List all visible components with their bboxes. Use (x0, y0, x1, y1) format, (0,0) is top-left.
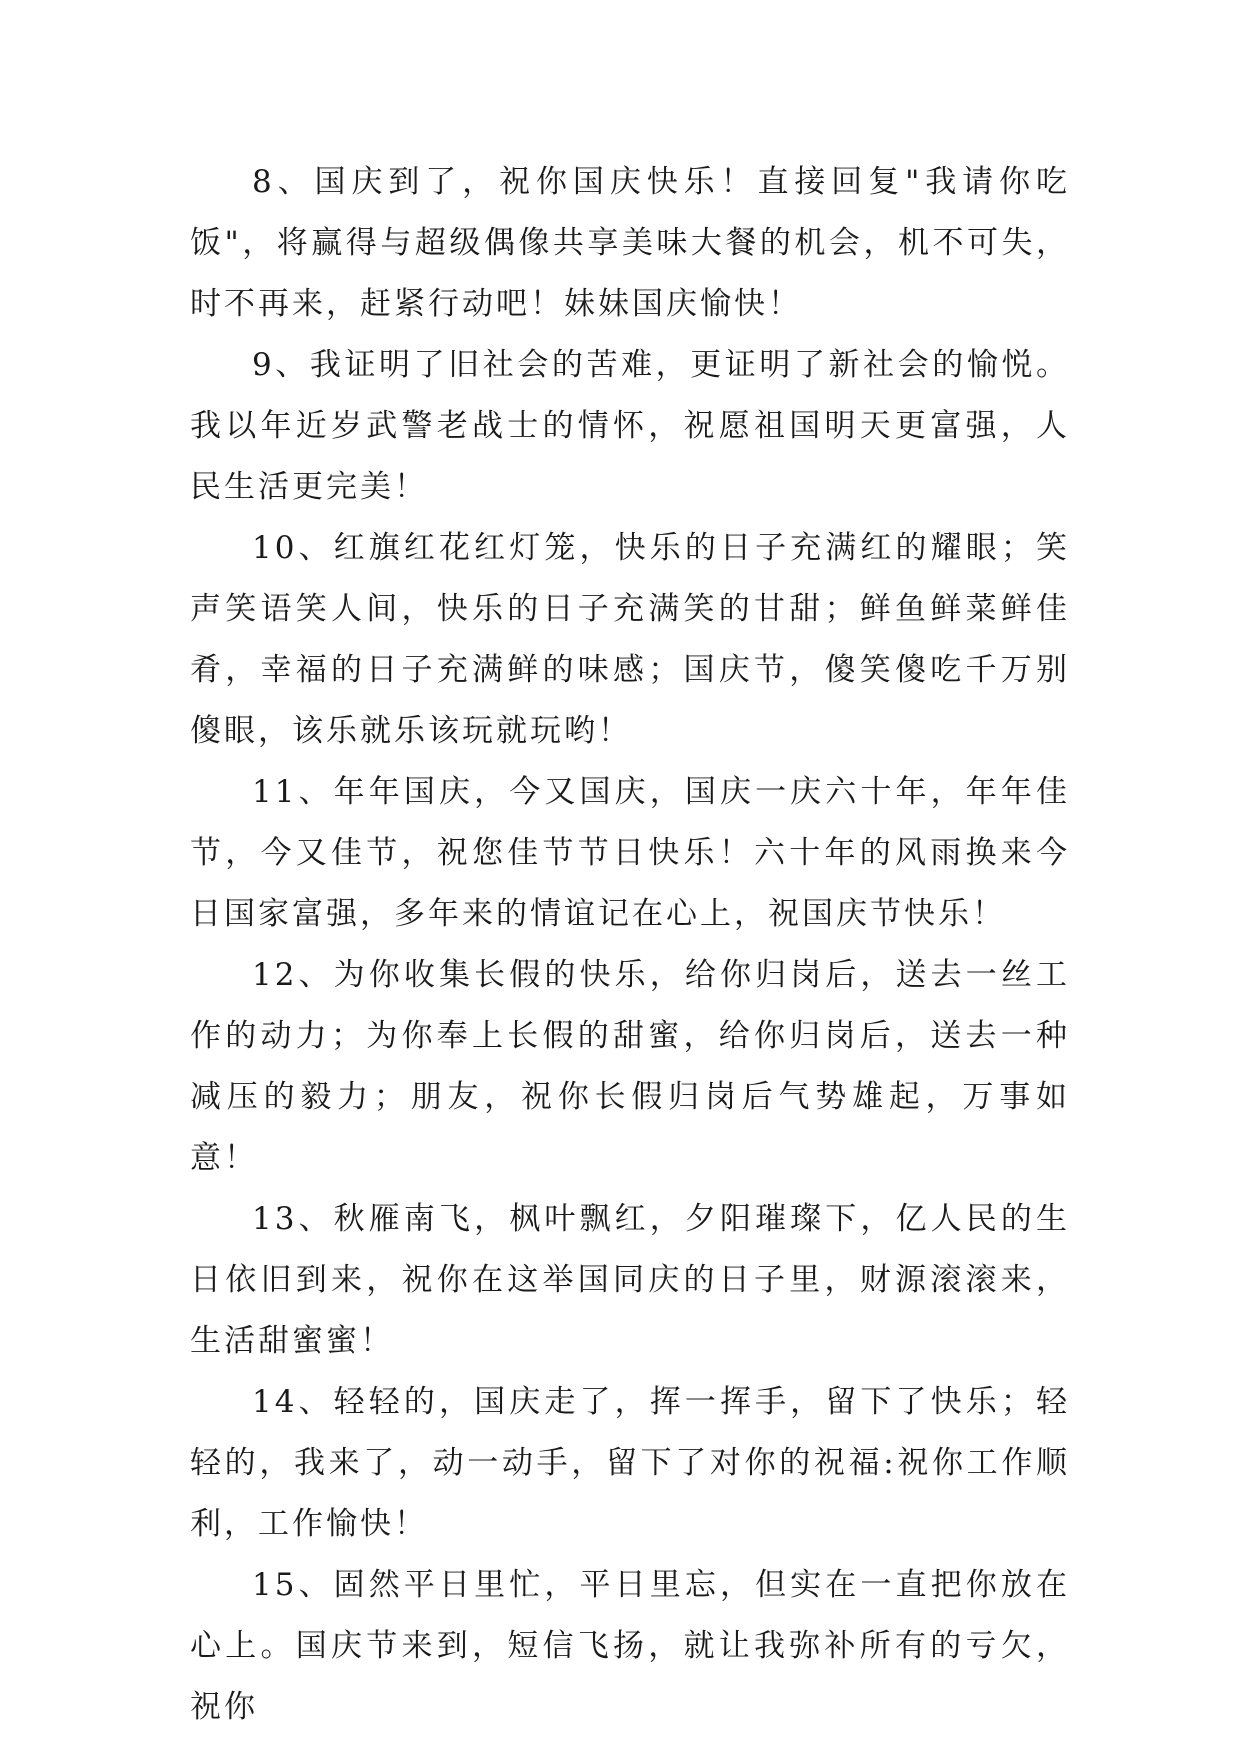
paragraph-15: 15、固然平日里忙，平日里忘，但实在一直把你放在心上。国庆节来到，短信飞扬，就让我弥补所有的亏欠，祝你 (190, 1567, 1070, 1725)
paragraph-10: 10、红旗红花红灯笼，快乐的日子充满红的耀眼；笑声笑语笑人间，快乐的日子充满笑的甘甜；鲜鱼鲜菜鲜佳肴，幸福的日子充满鲜的味感；国庆节，傻笑傻吃千万别傻眼，该乐就乐该玩就玩哟！ (190, 530, 1070, 749)
document-body (190, 152, 1070, 1738)
paragraph-8: 8、国庆到了，祝你国庆快乐！直接回复"我请你吃饭"，将赢得与超级偶像共享美味大餐的机会，机不可失，时不再来，赶紧行动吧！妹妹国庆愉快！ (190, 164, 1070, 322)
paragraph-9: 9、我证明了旧社会的苦难，更证明了新社会的愉悦。我以年近岁武警老战士的情怀，祝愿祖国明天更富强，人民生活更完美！ (190, 347, 1070, 505)
paragraph-12: 12、为你收集长假的快乐，给你归岗后，送去一丝工作的动力；为你奉上长假的甜蜜，给你归岗后，送去一种减压的毅力；朋友，祝你长假归岗后气势雄起，万事如意！ (190, 957, 1070, 1176)
paragraph-14: 14、轻轻的，国庆走了，挥一挥手，留下了快乐；轻轻的，我来了，动一动手，留下了对你的祝福:祝你工作顺利，工作愉快！ (190, 1384, 1070, 1542)
paragraph-11: 11、年年国庆，今又国庆，国庆一庆六十年，年年佳节，今又佳节，祝您佳节节日快乐！六十年的风雨换来今日国家富强，多年来的情谊记在心上，祝国庆节快乐！ (190, 774, 1070, 932)
paragraph-13: 13、秋雁南飞，枫叶飘红，夕阳璀璨下，亿人民的生日依旧到来，祝你在这举国同庆的日子里，财源滚滚来，生活甜蜜蜜！ (190, 1201, 1070, 1359)
